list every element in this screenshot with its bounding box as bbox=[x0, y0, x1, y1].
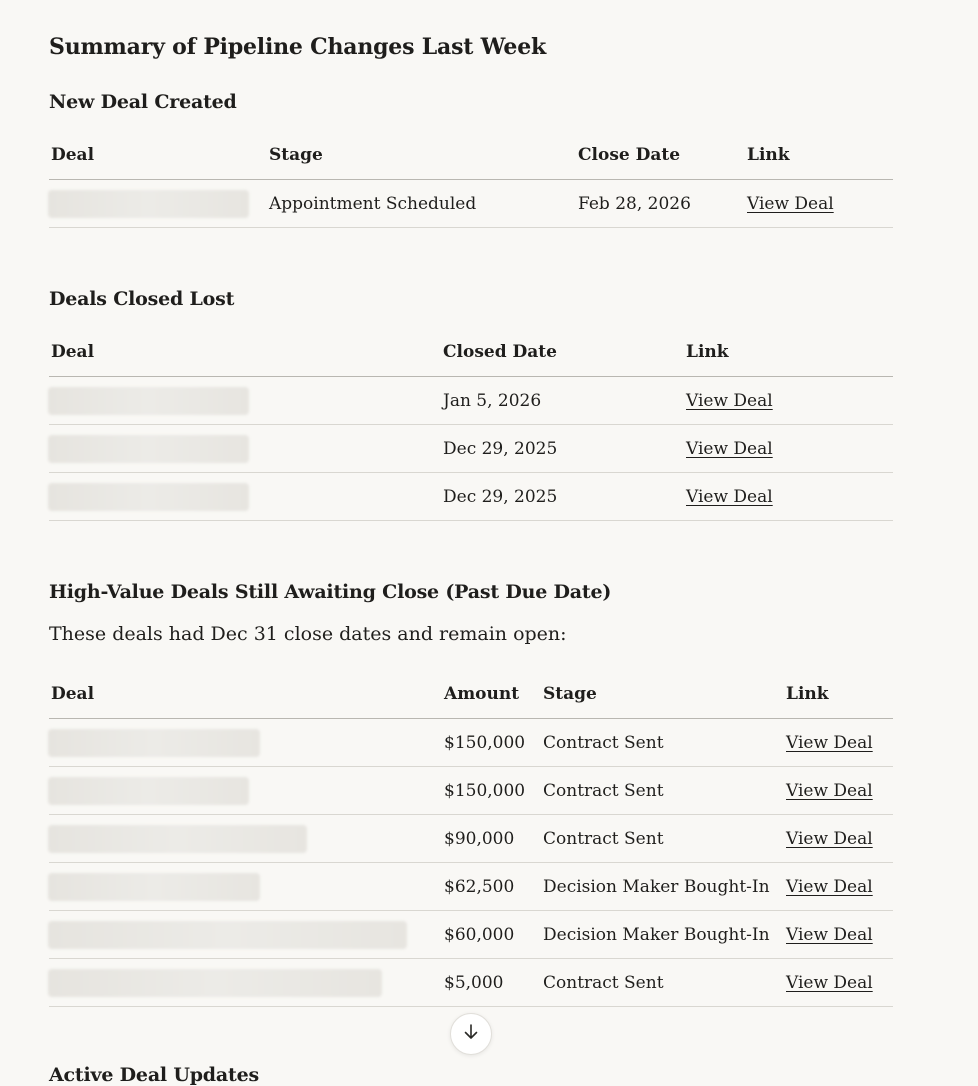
arrow-down-icon bbox=[462, 1023, 480, 1045]
redacted-deal-name bbox=[48, 435, 249, 463]
column-header: Amount bbox=[442, 670, 541, 719]
view-deal-link[interactable]: View Deal bbox=[686, 390, 773, 411]
view-deal-link[interactable]: View Deal bbox=[786, 828, 873, 849]
deal-stage: Contract Sent bbox=[541, 959, 784, 1007]
redacted-deal-name bbox=[48, 969, 382, 997]
deal-stage: Decision Maker Bought-In bbox=[541, 911, 784, 959]
redacted-deal-name bbox=[48, 777, 249, 805]
deal-amount: $150,000 bbox=[442, 767, 541, 815]
section-heading-partial: Active Deal Updates bbox=[49, 1064, 259, 1086]
redacted-deal-name bbox=[48, 483, 249, 511]
column-header: Deal bbox=[49, 328, 441, 377]
view-deal-link[interactable]: View Deal bbox=[786, 780, 873, 801]
column-header: Deal bbox=[49, 131, 267, 180]
section-heading-high-value: High-Value Deals Still Awaiting Close (Past Due Date) bbox=[49, 581, 612, 603]
page-title: Summary of Pipeline Changes Last Week bbox=[49, 34, 547, 60]
closed-date: Dec 29, 2025 bbox=[441, 473, 684, 521]
deal-stage: Appointment Scheduled bbox=[267, 180, 576, 228]
table-row bbox=[49, 815, 893, 863]
new-deal-table bbox=[49, 131, 893, 228]
deal-stage: Decision Maker Bought-In bbox=[541, 863, 784, 911]
column-header: Link bbox=[684, 328, 893, 377]
table-row bbox=[49, 180, 893, 228]
column-header: Stage bbox=[541, 670, 784, 719]
column-header: Close Date bbox=[576, 131, 745, 180]
redacted-deal-name bbox=[48, 190, 249, 218]
view-deal-link[interactable]: View Deal bbox=[786, 732, 873, 753]
section-heading-new-deal: New Deal Created bbox=[49, 91, 237, 113]
table-header-row bbox=[49, 131, 893, 180]
scroll-to-bottom-button[interactable] bbox=[450, 1013, 492, 1055]
table-row bbox=[49, 719, 893, 767]
redacted-deal-name bbox=[48, 921, 407, 949]
column-header: Link bbox=[784, 670, 893, 719]
view-deal-link[interactable]: View Deal bbox=[686, 438, 773, 459]
deal-amount: $150,000 bbox=[442, 719, 541, 767]
section-heading-closed-lost: Deals Closed Lost bbox=[49, 288, 235, 310]
column-header: Deal bbox=[49, 670, 442, 719]
close-date: Feb 28, 2026 bbox=[576, 180, 745, 228]
redacted-deal-name bbox=[48, 873, 260, 901]
high-value-table bbox=[49, 670, 893, 1007]
deal-stage: Contract Sent bbox=[541, 719, 784, 767]
closed-date: Dec 29, 2025 bbox=[441, 425, 684, 473]
closed-date: Jan 5, 2026 bbox=[441, 377, 684, 425]
redacted-deal-name bbox=[48, 825, 307, 853]
deal-amount: $62,500 bbox=[442, 863, 541, 911]
column-header: Closed Date bbox=[441, 328, 684, 377]
table-row bbox=[49, 377, 893, 425]
table-row bbox=[49, 767, 893, 815]
table-row bbox=[49, 911, 893, 959]
view-deal-link[interactable]: View Deal bbox=[786, 924, 873, 945]
table-row bbox=[49, 473, 893, 521]
section-intro-text: These deals had Dec 31 close dates and remain open: bbox=[49, 623, 567, 645]
deal-stage: Contract Sent bbox=[541, 815, 784, 863]
table-header-row bbox=[49, 670, 893, 719]
redacted-deal-name bbox=[48, 729, 260, 757]
table-row bbox=[49, 425, 893, 473]
view-deal-link[interactable]: View Deal bbox=[786, 972, 873, 993]
deal-amount: $5,000 bbox=[442, 959, 541, 1007]
column-header: Link bbox=[745, 131, 893, 180]
column-header: Stage bbox=[267, 131, 576, 180]
table-header-row bbox=[49, 328, 893, 377]
table-row bbox=[49, 863, 893, 911]
closed-lost-table bbox=[49, 328, 893, 521]
table-row bbox=[49, 959, 893, 1007]
deal-amount: $60,000 bbox=[442, 911, 541, 959]
deal-amount: $90,000 bbox=[442, 815, 541, 863]
deal-stage: Contract Sent bbox=[541, 767, 784, 815]
view-deal-link[interactable]: View Deal bbox=[747, 193, 834, 214]
redacted-deal-name bbox=[48, 387, 249, 415]
view-deal-link[interactable]: View Deal bbox=[686, 486, 773, 507]
view-deal-link[interactable]: View Deal bbox=[786, 876, 873, 897]
